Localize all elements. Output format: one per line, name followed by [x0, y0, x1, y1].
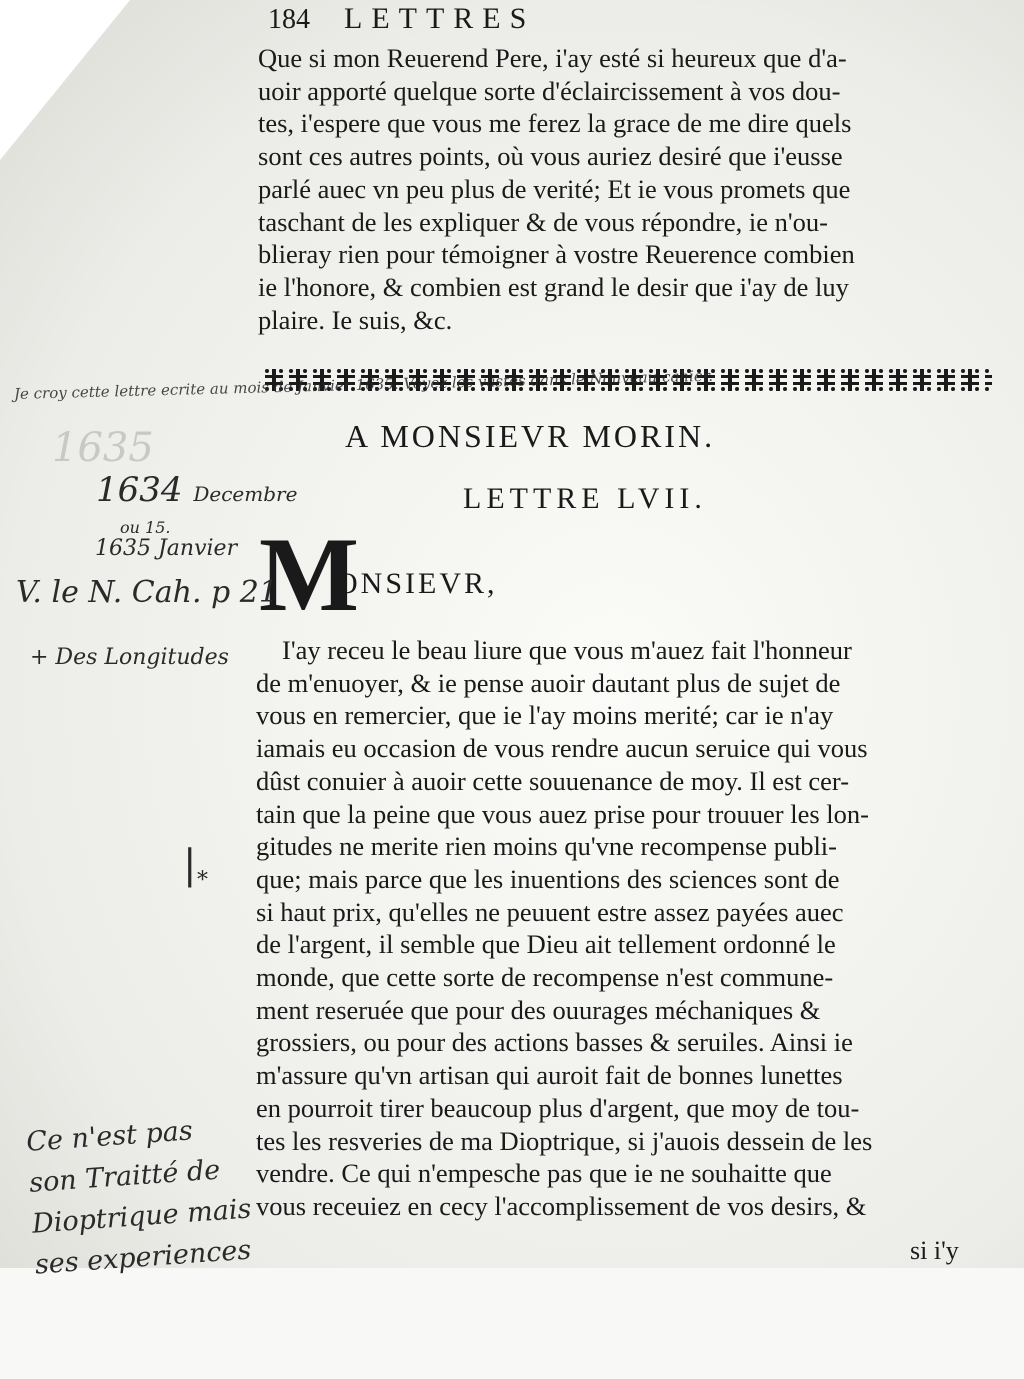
text-line: tes les resveries de ma Dioptrique, si j'auois dessein de les	[256, 1125, 873, 1156]
note-line: Dioptrique mais	[31, 1193, 253, 1240]
salutation: ONSIEVR,	[336, 567, 498, 600]
text-line: grossiers, ou pour des actions basses & seruiles. Ainsi ie	[256, 1027, 853, 1058]
text-line: I'ay receu le beau liure que vous m'auez fait l'honneur	[282, 635, 852, 665]
note-line: Ce n'est pas	[25, 1115, 194, 1158]
text-line: si haut prix, qu'elles ne peuuent estre assez payées auec	[256, 896, 844, 927]
text-line: en pourroit tirer beaucoup plus d'argent, que moy de tou-	[256, 1092, 860, 1123]
text-line: iamais eu occasion de vous rendre aucun seruice qui vous	[256, 733, 868, 764]
text-line: gitudes ne merite rien moins qu'vne recompense publi-	[256, 831, 837, 862]
text-line: Que si mon Reuerend Pere, i'ay esté si heureux que d'a-	[258, 43, 847, 73]
page-bottom-margin	[0, 1268, 1024, 1379]
text-line: plaire. Ie suis, &c.	[258, 304, 453, 335]
text-line: blieray rien pour témoigner à vostre Reuerence combien	[258, 239, 855, 270]
handwritten-ou: ou 15.	[120, 518, 171, 537]
text-line: de m'enuoyer, & ie pense auoir dautant plus de sujet de	[256, 667, 841, 698]
running-header	[268, 2, 768, 36]
text-line: de l'argent, il semble que Dieu ait tellement ordonné le	[256, 929, 836, 960]
drop-capital: M	[259, 516, 360, 633]
handwritten-year-faint: 1635	[52, 425, 154, 471]
text-line: dûst conuier à auoir cette souuenance de moy. Il est cer-	[256, 765, 850, 796]
text-line: tain que la peine que vous auez prise pour trouuer les lon-	[256, 798, 869, 829]
text-line: sont ces autres points, où vous auriez desiré que i'eusse	[258, 141, 843, 172]
running-title: LETTRES	[344, 2, 536, 35]
handwritten-margin-bar: |	[183, 842, 197, 888]
text-line: monde, que cette sorte de recompense n'est commune-	[256, 962, 834, 993]
text-line: que; mais parce que les inuentions des sciences sont de	[256, 863, 840, 894]
text-line: m'assure qu'vn artisan qui auroit fait de bonnes lunettes	[256, 1060, 843, 1091]
previous-letter-ending	[258, 42, 998, 336]
text-line: parlé auec vn peu plus de verité; Et ie vous promets que	[258, 173, 851, 204]
handwritten-date	[96, 470, 297, 510]
text-line: vendre. Ce qui n'empesche pas que ie ne souhaitte que	[256, 1158, 832, 1189]
text-line: tes, i'espere que vous me ferez la grace de me dire quels	[258, 108, 852, 139]
letter-address: A MONSIEVR MORIN.	[345, 418, 716, 454]
text-line: vous receuiez en cecy l'accomplissement de vos desirs, &	[256, 1190, 867, 1221]
text-line: ment reseruée que pour des ouurages méchaniques &	[256, 994, 821, 1025]
text-line: vous en remercier, que ie l'ay moins merité; car ie n'ay	[256, 700, 834, 731]
handwritten-year: 1634	[96, 470, 183, 510]
page-number: 184	[268, 4, 310, 35]
note-line: ses experiences	[33, 1234, 253, 1281]
handwritten-longitudes: + Des Longitudes	[30, 645, 229, 670]
handwritten-alt-date: 1635 Janvier	[95, 536, 238, 561]
letter-number: LETTRE LVII.	[463, 482, 707, 515]
text-line: taschant de les expliquer & de vous répondre, ie n'ou-	[258, 206, 828, 237]
text-line: uoir apporté quelque sorte d'éclaircissement à vos dou-	[258, 75, 841, 106]
note-line: son Traitté de	[28, 1154, 222, 1199]
handwritten-margin-note	[25, 1107, 256, 1286]
handwritten-month: Decembre	[193, 482, 298, 506]
catchword: si i'y	[910, 1236, 959, 1265]
letter-body	[256, 634, 989, 1223]
handwritten-dating-note: Je croy cette lettre ecrite au mois de Janvier 1635. Voyez les vastes dans le Nouveau cahier.	[13, 366, 714, 403]
handwritten-asterisk: *	[197, 868, 208, 893]
torn-corner	[0, 0, 130, 160]
text-line: ie l'honore, & combien est grand le desir que i'ay de luy	[258, 271, 849, 302]
handwritten-reference: V. le N. Cah. p 21	[16, 575, 278, 610]
